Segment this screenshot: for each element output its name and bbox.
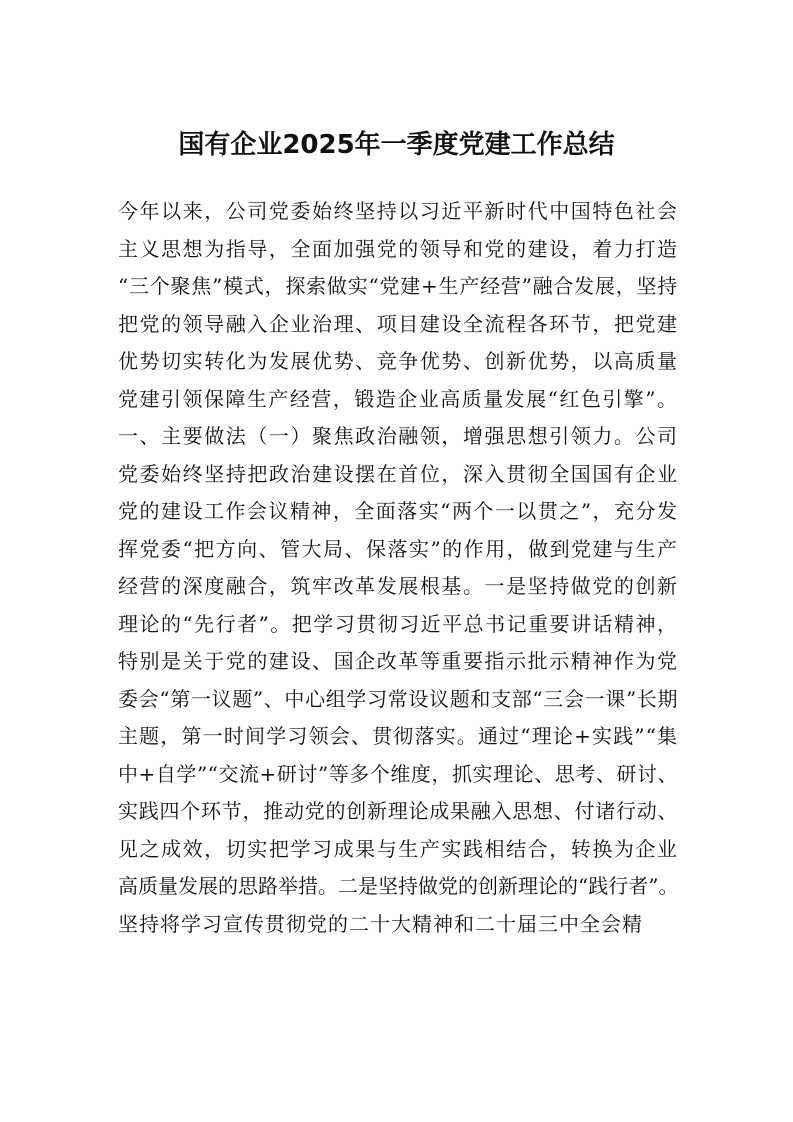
body-line: 坚持将学习宣传贯彻党的二十大精神和二十届三中全会精 — [118, 911, 643, 936]
body-line: 高质量发展的思路举措。二是坚持做党的创新理论的“践行者”。 — [118, 874, 679, 898]
document-body — [118, 193, 678, 943]
body-line: 党委始终坚持把政治建设摆在首位，深入贯彻全国国有企业 — [118, 461, 678, 486]
body-line: 中+自学”“交流+研讨”等多个维度，抓实理论、思考、研讨、 — [118, 761, 678, 786]
body-line: 党的建设工作会议精神，全面落实“两个一以贯之”，充分发 — [118, 499, 678, 523]
body-line: 一、主要做法（一）聚焦政治融领，增强思想引领力。公司 — [118, 424, 678, 448]
body-line: 挥党委“把方向、管大局、保落实”的作用，做到党建与生产 — [118, 536, 678, 561]
body-line: 把党的领导融入企业治理、项目建设全流程各环节，把党建 — [118, 311, 678, 336]
body-line: 委会“第一议题”、中心组学习常设议题和支部“三会一课”长期 — [118, 686, 678, 711]
body-line: 主题，第一时间学习领会、贯彻落实。通过“理论+实践”“集 — [118, 724, 678, 748]
body-line: 见之成效，切实把学习成果与生产实践相结合，转换为企业 — [118, 836, 678, 861]
document-title: 国有企业2025年一季度党建工作总结 — [178, 130, 615, 160]
body-line: 理论的“先行者”。把学习贯彻习近平总书记重要讲话精神， — [118, 611, 678, 636]
body-line: 今年以来，公司党委始终坚持以习近平新时代中国特色社会 — [118, 199, 678, 223]
body-line: 党建引领保障生产经营，锻造企业高质量发展“红色引擎”。 — [118, 386, 678, 411]
body-line: 经营的深度融合，筑牢改革发展根基。一是坚持做党的创新 — [118, 574, 678, 598]
body-line: “三个聚焦”模式，探索做实“党建+生产经营”融合发展，坚持 — [118, 274, 678, 298]
body-line: 实践四个环节，推动党的创新理论成果融入思想、付诸行动、 — [118, 799, 679, 823]
body-line: 优势切实转化为发展优势、竞争优势、创新优势，以高质量 — [118, 349, 678, 373]
body-line: 主义思想为指导，全面加强党的领导和党的建设，着力打造 — [118, 236, 678, 261]
body-line: 特别是关于党的建设、国企改革等重要指示批示精神作为党 — [118, 649, 678, 673]
